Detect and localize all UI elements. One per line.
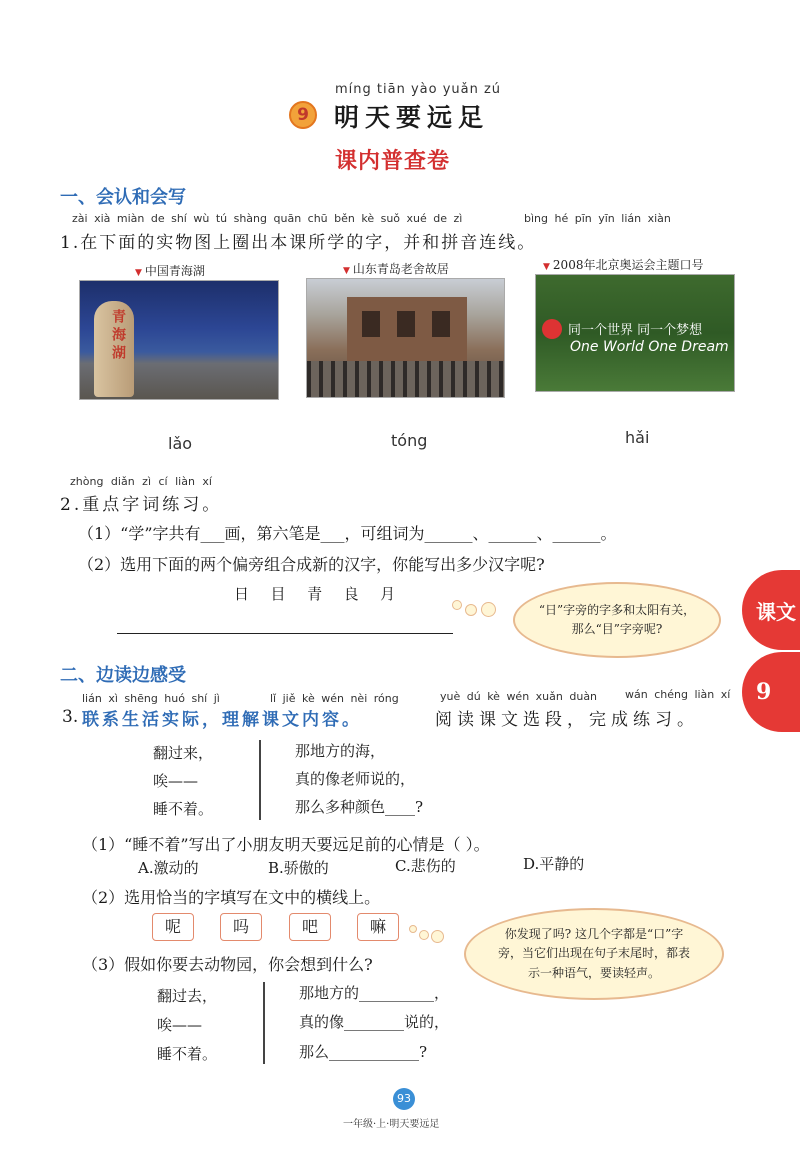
olympic-emblem	[542, 319, 562, 339]
option-d[interactable]: D.平静的	[523, 855, 585, 873]
footer-text: 一年级·上·明天要远足	[343, 1119, 440, 1130]
q3-blue-text: 联系生活实际，理解课文内容。	[82, 710, 362, 730]
bubble-dot	[431, 930, 444, 943]
photo-olympic-slogan	[535, 274, 735, 392]
photo2-caption: ▼ 山东青岛老舍故居	[343, 262, 449, 276]
q1-pinyin-a: zài xià miàn de shí wù tú shàng quān chū běn kè suǒ xué de zì	[72, 212, 463, 225]
bubble-dot	[481, 602, 496, 617]
poem2-right-2[interactable]: 真的像________说的，	[299, 1013, 450, 1031]
window-3	[432, 311, 450, 337]
word-box-ma2[interactable]: 嘛	[357, 913, 399, 941]
monument-text: 青海湖	[110, 309, 126, 363]
poem2-right-1[interactable]: 那地方的__________，	[299, 984, 450, 1002]
answer-line[interactable]	[117, 633, 453, 634]
photo3-caption: ▼ 2008年北京奥运会主题口号	[543, 258, 704, 272]
window-2	[397, 311, 415, 337]
word-box-ba[interactable]: 吧	[289, 913, 331, 941]
photo-laoshe-residence	[306, 278, 505, 398]
pinyin-option-lao[interactable]: lǎo	[168, 434, 193, 453]
option-b[interactable]: B.骄傲的	[268, 859, 329, 877]
word-box-ma[interactable]: 吗	[220, 913, 262, 941]
poem-right-1: 那地方的海，	[295, 742, 386, 760]
bubble-dot	[452, 600, 462, 610]
q2-text: 2.重点字词练习。	[60, 495, 223, 515]
slogan-chinese: 同一个世界 同一个梦想	[568, 323, 703, 338]
q2-sub1[interactable]: （1）“学”字共有___画，第六笔是___，可组词为______、______、______。	[78, 524, 617, 543]
slogan-english: One World One Dream	[570, 339, 729, 355]
poem2-right-3[interactable]: 那么____________?	[299, 1043, 428, 1061]
q3-pinyin-d: wán chéng liàn xí	[625, 688, 731, 701]
q3-pinyin-c: yuè dú kè wén xuǎn duàn	[440, 690, 598, 703]
q1-text: 1.在下面的实物图上圈出本课所学的字，并和拼音连线。	[60, 233, 537, 253]
photo1-caption: ▼ 中国青海湖	[135, 264, 205, 278]
iron-fence	[307, 361, 504, 397]
lesson-number-badge: 9	[289, 101, 317, 129]
poem2-left-3: 睡不着。	[157, 1045, 218, 1063]
pinyin-option-tong[interactable]: tóng	[391, 431, 428, 450]
page-subtitle: 课内普查卷	[335, 148, 451, 174]
word-box-ne[interactable]: 呢	[152, 913, 194, 941]
poem-right-2: 真的像老师说的，	[295, 770, 416, 788]
q3-pinyin-a: lián xì shēng huó shí jì	[82, 692, 220, 705]
option-a[interactable]: A.激动的	[138, 859, 199, 877]
tab-kewen[interactable]: 课文	[742, 570, 800, 650]
poem2-left-1: 翻过去，	[157, 987, 218, 1005]
q3-sub3: （3）假如你要去动物园，你会想到什么?	[82, 955, 373, 974]
bubble-dot	[409, 925, 417, 933]
pinyin-option-hai[interactable]: hǎi	[625, 428, 650, 447]
bubble-dot	[419, 930, 429, 940]
q3-pinyin-b: lǐ jiě kè wén nèi róng	[270, 692, 399, 705]
q2-sub2: （2）选用下面的两个偏旁组合成新的汉字，你能写出多少汉字呢?	[78, 555, 545, 574]
q3-black-text: 阅读课文选段，完成练习。	[435, 710, 699, 730]
q3-label: 3.	[62, 707, 79, 727]
q3-sub2: （2）选用恰当的字填写在文中的横线上。	[82, 888, 381, 907]
q1-pinyin-b: bìng hé pīn yīn lián xiàn	[524, 212, 671, 225]
page-title: 明天要远足	[334, 103, 490, 132]
poem-left-3: 睡不着。	[153, 800, 214, 818]
bubble-dot	[465, 604, 477, 616]
section2-heading: 二、边读边感受	[60, 665, 186, 686]
q3-sub1[interactable]: （1）“睡不着”写出了小朋友明天要远足前的心情是（ ）。	[82, 835, 490, 854]
poem-right-3[interactable]: 那么多种颜色____?	[295, 798, 424, 816]
photo-qinghai-lake	[79, 280, 279, 400]
tab-lesson-9[interactable]: 9	[742, 652, 800, 732]
hint-bubble-1: “日”字旁的字多和太阳有关，那么“目”字旁呢?	[513, 582, 721, 658]
window-1	[362, 311, 380, 337]
poem-left-2: 唉——	[153, 772, 199, 790]
radicals-list: 日 目 青 良 月	[234, 585, 400, 603]
poem-divider	[259, 740, 261, 820]
section1-heading: 一、会认和会写	[60, 187, 186, 208]
q2-pinyin: zhòng diǎn zì cí liàn xí	[70, 475, 212, 488]
title-pinyin: míng tiān yào yuǎn zú	[335, 82, 502, 97]
poem2-left-2: 唉——	[157, 1016, 203, 1034]
page-number: 93	[393, 1088, 415, 1110]
option-c[interactable]: C.悲伤的	[395, 857, 456, 875]
poem2-divider	[263, 982, 265, 1064]
hint-bubble-2: 你发现了吗? 这几个字都是“口”字旁，当它们出现在句子末尾时，都表示一种语气，要读轻声。	[464, 908, 724, 1000]
poem-left-1: 翻过来，	[153, 744, 214, 762]
